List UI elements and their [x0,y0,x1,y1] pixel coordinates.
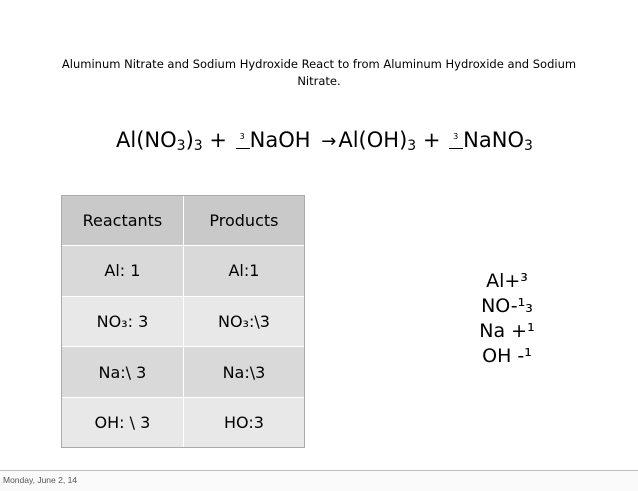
coefficient-blank: 3 [449,126,463,149]
reactant-sodium-hydroxide: NaOH [249,128,311,152]
table-row [62,347,305,398]
ion-hydroxide: OH -¹ [482,345,532,367]
table-row [62,296,305,347]
ion-sodium: Na +¹ [479,320,535,342]
footer-bar [0,470,638,491]
table-cell: Na:\ 3 [62,347,184,398]
table-row [62,397,305,448]
table-cell: OH: \ 3 [62,397,184,448]
table-cell: NO₃:\3 [183,296,304,347]
table-cell: NO₃: 3 [62,296,184,347]
slide-title: Aluminum Nitrate and Sodium Hydroxide React to from Aluminum Hydroxide and Sodium Nitrate. [61,57,577,88]
table-cell: Na:\3 [183,347,304,398]
reaction-arrow-icon: → [321,131,337,152]
table-row [62,246,305,297]
table-header-row [62,195,305,246]
date-label: Monday, June 2, 14 [3,475,78,485]
plus-sign: + [422,128,441,152]
product-aluminum-hydroxide: $Al(OH)_3$ [338,128,417,154]
chemical-equation [116,125,533,161]
header-reactants: Reactants [62,195,184,246]
atom-count-table [61,195,305,448]
reactant-aluminum-nitrate: $Al(NO_3)_3$ [116,128,203,154]
ion-charges-list [444,269,570,369]
table-cell: Al: 1 [62,246,184,297]
table-cell: HO:3 [183,397,304,448]
plus-sign: + [209,128,227,152]
product-sodium-nitrate: NaNO$_3$ [463,128,533,154]
coefficient-blank: 3 [236,126,250,149]
table-cell: Al:1 [183,246,304,297]
ion-nitrate: NO-¹₃ [481,295,533,317]
header-products: Products [183,195,304,246]
ion-aluminum: Al+³ [486,270,528,292]
